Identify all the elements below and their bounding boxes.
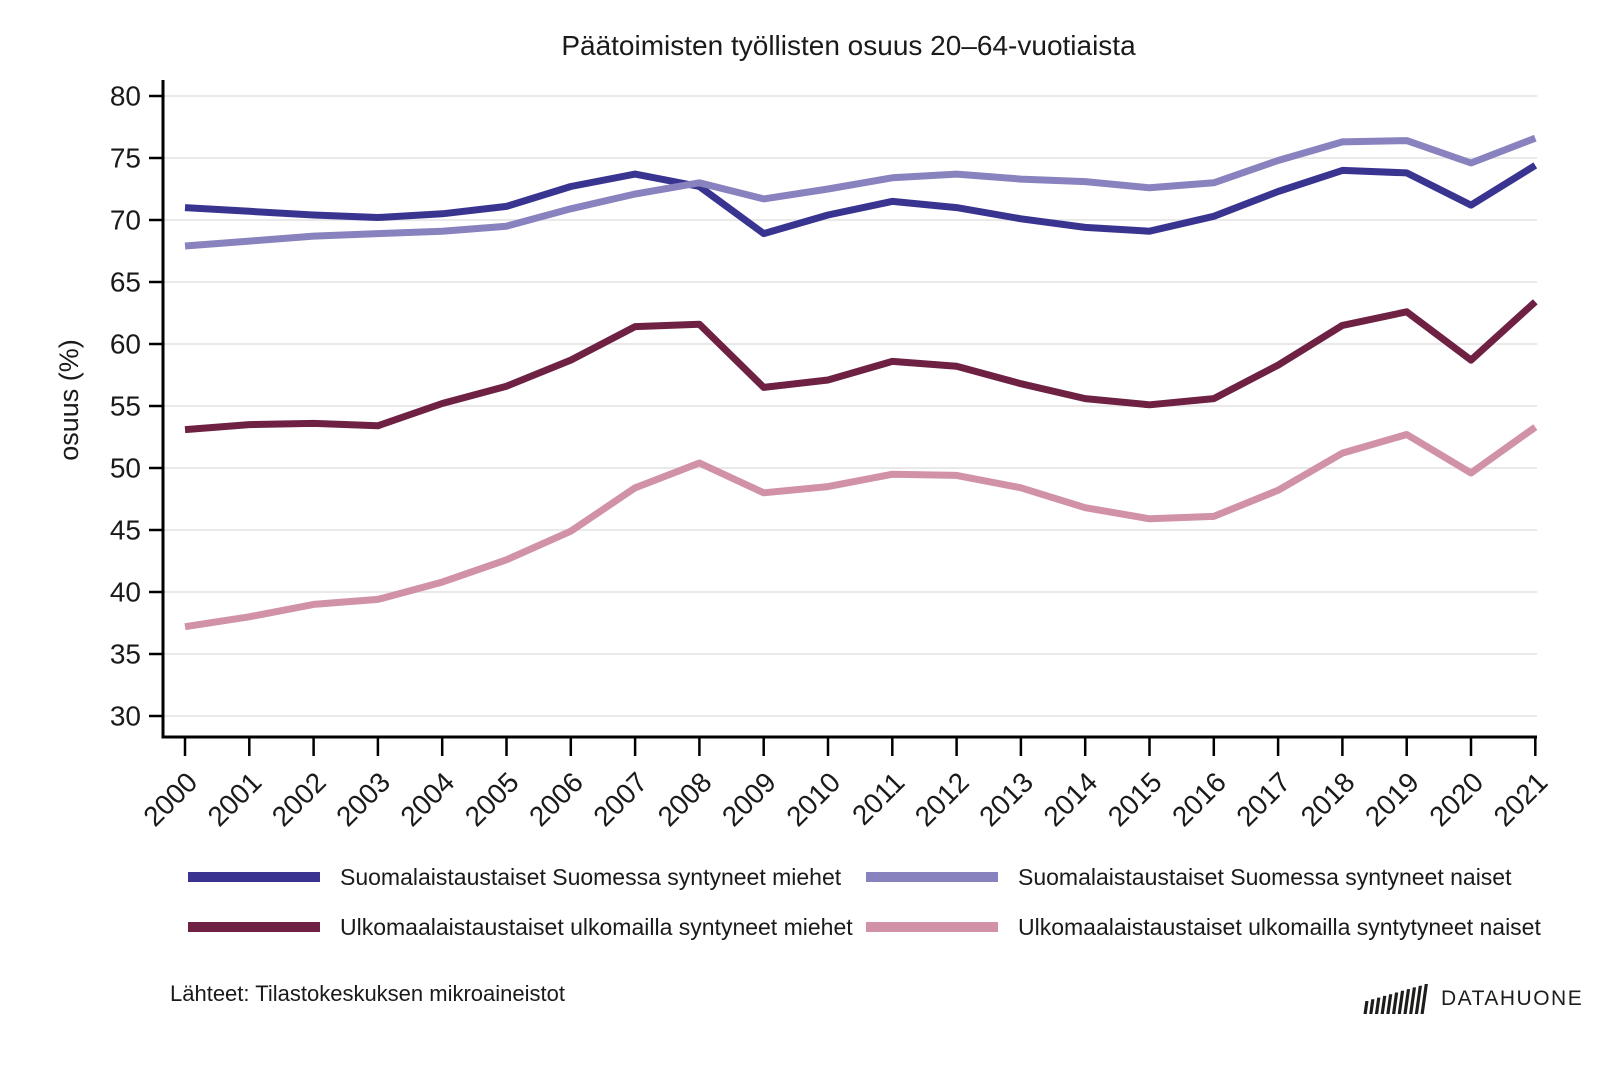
x-tick-label-2018: 2018 [1294, 766, 1361, 833]
legend-item-suomalaistaustaiset-miehet [188, 863, 866, 891]
legend-item-ulkomaalaistaustaiset-naiset [866, 913, 1548, 941]
x-tick-label-2008: 2008 [651, 766, 718, 833]
x-tick-label-2017: 2017 [1230, 766, 1297, 833]
y-tick-label-50: 50 [109, 452, 141, 484]
x-tick-label-2013: 2013 [973, 766, 1040, 833]
legend-swatch-suomalaistaustaiset-naiset [866, 872, 998, 882]
datahuone-logo-bars-icon [1362, 982, 1432, 1016]
legend [188, 863, 1548, 941]
chart-line-3 [185, 427, 1535, 627]
source-note: Lähteet: Tilastokeskuksen mikroaineistot [170, 981, 565, 1006]
logo-bar [1381, 996, 1387, 1014]
legend-label: Suomalaistaustaiset Suomessa syntyneet miehet [340, 863, 842, 890]
logo-bar [1398, 991, 1404, 1014]
chart-line-1 [185, 138, 1535, 246]
y-tick-label-75: 75 [109, 142, 141, 174]
logo-bar [1403, 989, 1410, 1014]
x-tick-label-2001: 2001 [201, 766, 268, 833]
logo-bar [1364, 1001, 1369, 1014]
x-tick-label-2007: 2007 [587, 766, 654, 833]
legend-label: Suomalaistaustaiset Suomessa syntyneet naiset [1018, 863, 1512, 890]
logo-bar [1369, 999, 1374, 1014]
y-tick-label-55: 55 [109, 390, 141, 422]
x-tick-label-2009: 2009 [715, 766, 782, 833]
legend-swatch-ulkomaalaistaustaiset-miehet [188, 922, 320, 932]
y-tick-label-30: 30 [109, 700, 141, 732]
y-tick-label-65: 65 [109, 266, 141, 298]
logo-bar [1375, 998, 1381, 1014]
datahuone-logo [1362, 982, 1583, 1016]
y-tick-label-80: 80 [109, 80, 141, 112]
logo-bars-group [1364, 984, 1428, 1014]
x-tick-label-2016: 2016 [1166, 766, 1233, 833]
logo-bar [1392, 993, 1398, 1015]
y-tick-label-45: 45 [109, 514, 141, 546]
x-tick-label-2021: 2021 [1487, 766, 1554, 833]
logo-bar [1409, 987, 1416, 1014]
logo-bar [1415, 986, 1422, 1014]
logo-bar [1421, 984, 1428, 1014]
legend-swatch-ulkomaalaistaustaiset-naiset [866, 922, 998, 932]
legend-label: Ulkomaalaistaustaiset ulkomailla syntytyneet naiset [1018, 913, 1541, 940]
x-tick-label-2015: 2015 [1101, 766, 1168, 833]
legend-item-ulkomaalaistaustaiset-miehet [188, 913, 866, 941]
chart-line-2 [185, 302, 1535, 430]
y-axis-title: osuus (%) [54, 339, 84, 461]
y-tick-label-40: 40 [109, 576, 141, 608]
x-tick-label-2012: 2012 [908, 766, 975, 833]
chart-title: Päätoimisten työllisten osuus 20–64-vuotiaista [561, 30, 1136, 61]
x-tick-label-2004: 2004 [394, 766, 461, 833]
legend-item-suomalaistaustaiset-naiset [866, 863, 1548, 891]
x-tick-label-2019: 2019 [1358, 766, 1425, 833]
x-tick-label-2010: 2010 [780, 766, 847, 833]
x-tick-label-2014: 2014 [1037, 766, 1104, 833]
x-tick-label-2003: 2003 [330, 766, 397, 833]
legend-swatch-suomalaistaustaiset-miehet [188, 872, 320, 882]
datahuone-logo-text: DATAHUONE [1441, 987, 1584, 1010]
x-tick-label-2005: 2005 [458, 766, 525, 833]
x-tick-label-2011: 2011 [846, 766, 911, 831]
x-tick-label-2002: 2002 [265, 766, 332, 833]
logo-bar [1386, 994, 1392, 1014]
chart-line-0 [185, 165, 1535, 233]
y-tick-label-70: 70 [109, 204, 141, 236]
legend-label: Ulkomaalaistaustaiset ulkomailla syntyneet miehet [340, 913, 853, 940]
y-tick-label-35: 35 [109, 638, 141, 670]
x-tick-label-2006: 2006 [523, 766, 590, 833]
x-tick-label-2000: 2000 [137, 766, 204, 833]
axis-lines [163, 80, 1537, 737]
x-tick-label-2020: 2020 [1423, 766, 1490, 833]
y-tick-label-60: 60 [109, 328, 141, 360]
